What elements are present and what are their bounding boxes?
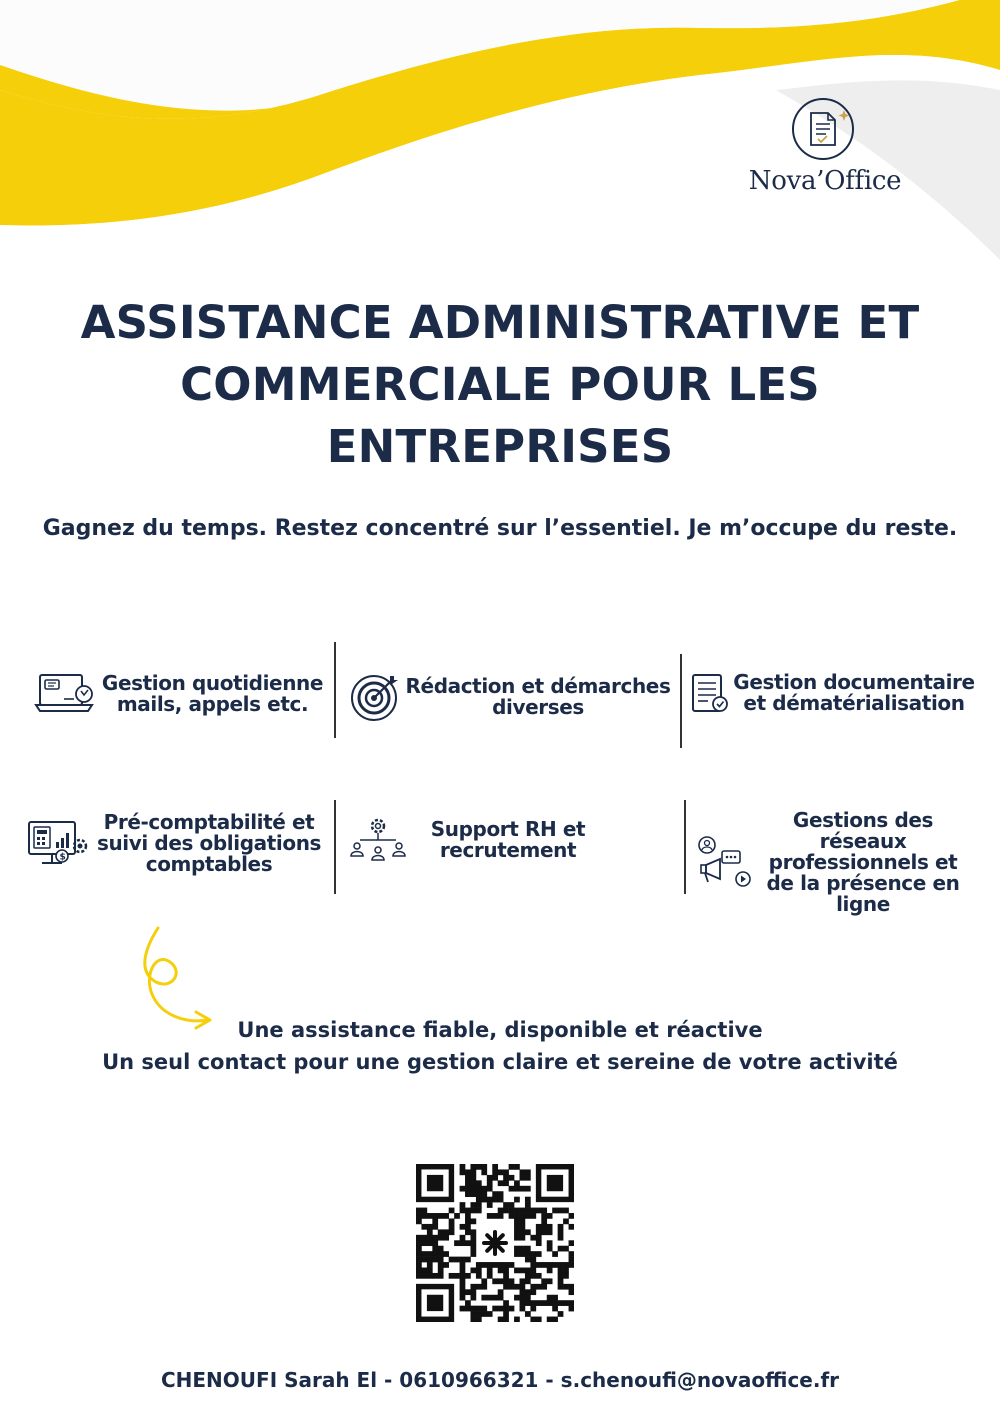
target-icon [348,672,402,722]
service-pre-comptabilite [26,812,328,875]
closing-line-1: Une assistance fiable, disponible et réactive [237,1018,763,1042]
title-line-2: COMMERCIALE POUR LES ENTREPRISES [180,358,820,473]
document-list-icon [690,670,730,716]
page-title [0,292,1000,478]
service-redaction [348,672,674,722]
title-line-1: ASSISTANCE ADMINISTRATIVE ET [80,296,920,349]
closing-text [0,1014,1000,1078]
svg-text:$: $ [59,852,66,862]
service-label: Pré-comptabilité et suivi des obligations comptables [96,810,322,876]
divider [334,642,336,738]
social-media-icon [696,835,752,891]
laptop-chat-icon [34,672,96,716]
calculator-monitor-icon [26,818,90,870]
service-label: Gestions des réseaux professionnels et de la présence en ligne [766,808,960,916]
service-label: Support RH et recrutement [430,817,586,862]
service-label: Gestion quotidienne mails, appels etc. [101,671,324,716]
qr-code[interactable] [416,1164,574,1322]
closing-line-2: Un seul contact pour une gestion claire et sereine de votre activité [102,1050,898,1074]
divider [684,800,686,894]
divider [680,654,682,748]
contact-info: CHENOUFI Sarah El - 0610966321 - s.chenoufi@novaoffice.fr [160,1368,840,1392]
brand-logo [740,96,910,196]
service-label: Rédaction et démarches diverses [405,674,671,719]
divider [334,800,336,894]
service-support-rh [348,816,608,864]
tagline: Gagnez du temps. Restez concentré sur l’essentiel. Je m’occupe du reste. [42,516,958,541]
document-check-icon [790,96,860,162]
service-gestion-documentaire [690,670,978,716]
brand-name: Nova’Office [748,166,902,196]
service-reseaux [696,810,966,915]
team-gear-icon [348,816,408,864]
service-label: Gestion documentaire et dématérialisation [733,670,975,715]
service-gestion-quotidienne [34,672,329,716]
